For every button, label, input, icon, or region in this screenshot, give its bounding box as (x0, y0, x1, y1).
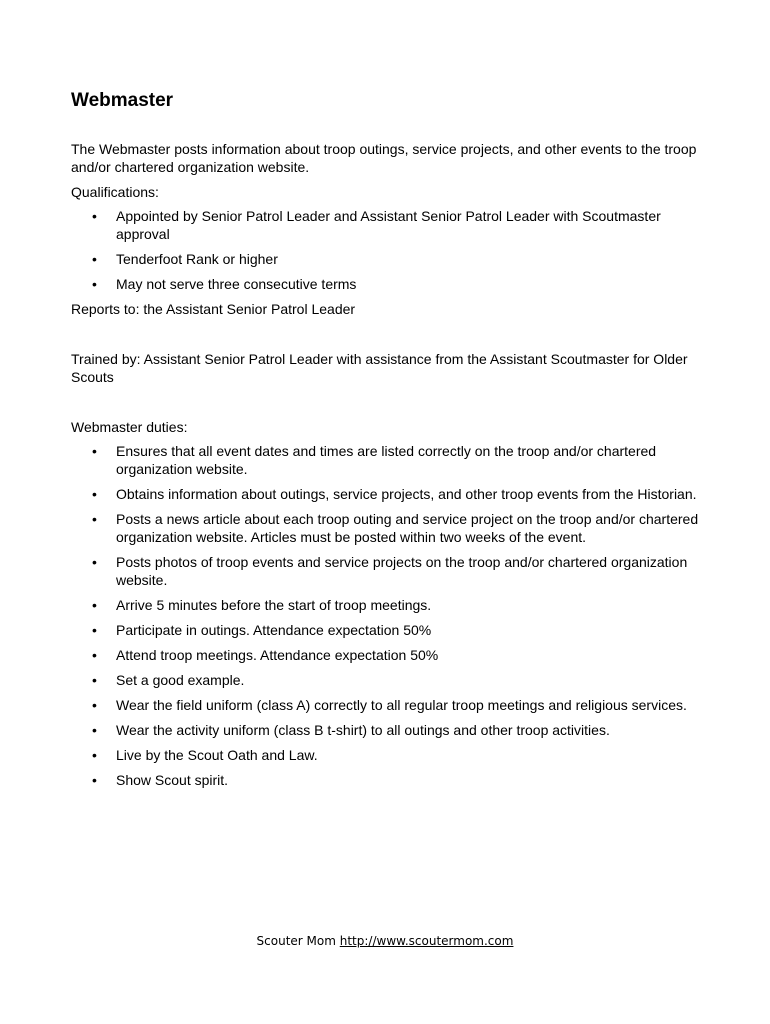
list-item (71, 596, 711, 614)
qualifications-label: Qualifications: (71, 184, 159, 200)
bullet-icon: • (92, 251, 97, 267)
list-item-text: Set a good example. (116, 672, 245, 688)
list-item (71, 696, 711, 714)
bullet-icon: • (92, 697, 97, 713)
list-item-text: Posts a news article about each troop outing and service project on the troop and/or chartered organization website. Articles must be posted within two weeks of the event. (116, 511, 699, 545)
footer-text: Scouter Mom (256, 934, 340, 948)
intro-paragraph: The Webmaster posts information about troop outings, service projects, and other events to the troop and/or chartered organization website. (71, 141, 697, 175)
bullet-icon: • (92, 554, 97, 570)
bullet-icon: • (92, 772, 97, 788)
list-item (71, 621, 711, 639)
bullet-icon: • (92, 208, 97, 224)
list-item-text: Tenderfoot Rank or higher (116, 251, 278, 267)
bullet-icon: • (92, 443, 97, 459)
list-item-text: Arrive 5 minutes before the start of troop meetings. (116, 597, 432, 613)
list-item-text: Appointed by Senior Patrol Leader and Assistant Senior Patrol Leader with Scoutmaster approval (116, 208, 661, 242)
bullet-icon: • (92, 647, 97, 663)
bullet-icon: • (92, 276, 97, 292)
bullet-icon: • (92, 622, 97, 638)
page-title: Webmaster (71, 90, 174, 111)
bullet-icon: • (92, 511, 97, 527)
qualifications-list (71, 207, 711, 293)
bullet-icon: • (92, 486, 97, 502)
reports-to: Reports to: the Assistant Senior Patrol Leader (71, 301, 356, 317)
list-item (71, 250, 711, 268)
list-item-text: Attend troop meetings. Attendance expectation 50% (116, 647, 439, 663)
trained-by: Trained by: Assistant Senior Patrol Leader with assistance from the Assistant Scoutmaster for Older Scouts (71, 351, 688, 385)
list-item-text: Live by the Scout Oath and Law. (116, 747, 318, 763)
footer-link[interactable]: http://www.scoutermom.com (339, 934, 514, 948)
list-item (71, 442, 711, 478)
list-item-text: Wear the activity uniform (class B t-shirt) to all outings and other troop activities. (116, 722, 610, 738)
list-item-text: Ensures that all event dates and times are listed correctly on the troop and/or chartered organization website. (116, 443, 657, 477)
list-item-text: Participate in outings. Attendance expectation 50% (116, 622, 432, 638)
list-item (71, 510, 711, 546)
duties-label: Webmaster duties: (71, 419, 188, 435)
list-item-text: Show Scout spirit. (116, 772, 229, 788)
bullet-icon: • (92, 672, 97, 688)
list-item-text: May not serve three consecutive terms (116, 276, 357, 292)
list-item-text: Obtains information about outings, service projects, and other troop events from the Historian. (116, 486, 697, 502)
list-item (71, 275, 711, 293)
list-item (71, 207, 711, 243)
duties-list (71, 442, 711, 789)
list-item (71, 553, 711, 589)
page-footer (0, 933, 770, 949)
list-item-text: Wear the field uniform (class A) correctly to all regular troop meetings and religious services. (116, 697, 687, 713)
list-item (71, 746, 711, 764)
list-item (71, 721, 711, 739)
bullet-icon: • (92, 722, 97, 738)
list-item (71, 771, 711, 789)
list-item (71, 671, 711, 689)
list-item (71, 485, 711, 503)
list-item (71, 646, 711, 664)
bullet-icon: • (92, 597, 97, 613)
list-item-text: Posts photos of troop events and service projects on the troop and/or chartered organization website. (116, 554, 688, 588)
bullet-icon: • (92, 747, 97, 763)
document-page (71, 88, 711, 796)
